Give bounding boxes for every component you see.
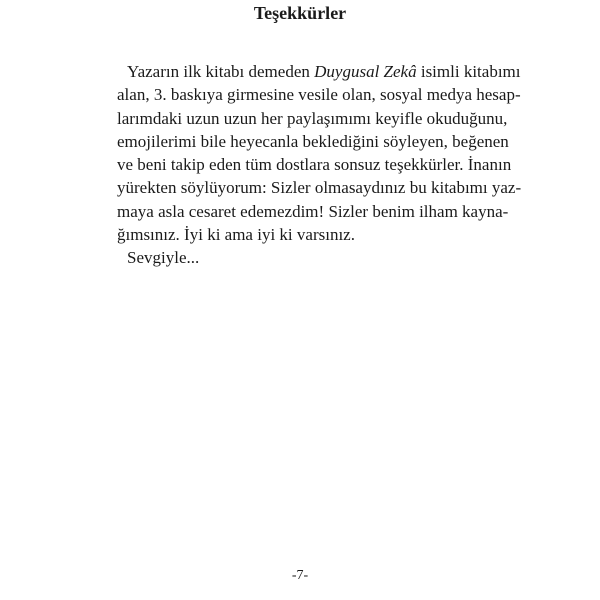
- acknowledgement-paragraph: [117, 60, 522, 270]
- closing-signoff: Sevgiyle...: [127, 248, 200, 268]
- paragraph-line: ğımsınız. İyi ki ama iyi ki varsınız.: [117, 225, 355, 245]
- book-title-emphasis: Duygusal Zekâ: [314, 62, 417, 81]
- paragraph-line: Yazarın ilk kitabı demeden Duygusal Zekâ isimli kitabımı: [127, 62, 521, 81]
- paragraph-line: alan, 3. baskıya girmesine vesile olan, sosyal medya hesap-: [117, 85, 521, 105]
- paragraph-line: yürekten söylüyorum: Sizler olmasaydınız bu kitabımı yaz-: [117, 178, 522, 198]
- page-number: -7-: [291, 568, 309, 583]
- page-title: Teşekkürler: [253, 3, 347, 23]
- paragraph-line: maya asla cesaret edemezdim! Sizler benim ilham kayna-: [117, 201, 509, 221]
- paragraph-line: larımdaki uzun uzun her paylaşımımı keyifle okuduğunu,: [117, 108, 508, 128]
- paragraph-line: emojilerimi bile heyecanla beklediğini söyleyen, beğenen: [117, 131, 509, 151]
- paragraph-line: ve beni takip eden tüm dostlara sonsuz teşekkürler. İnanın: [117, 155, 512, 175]
